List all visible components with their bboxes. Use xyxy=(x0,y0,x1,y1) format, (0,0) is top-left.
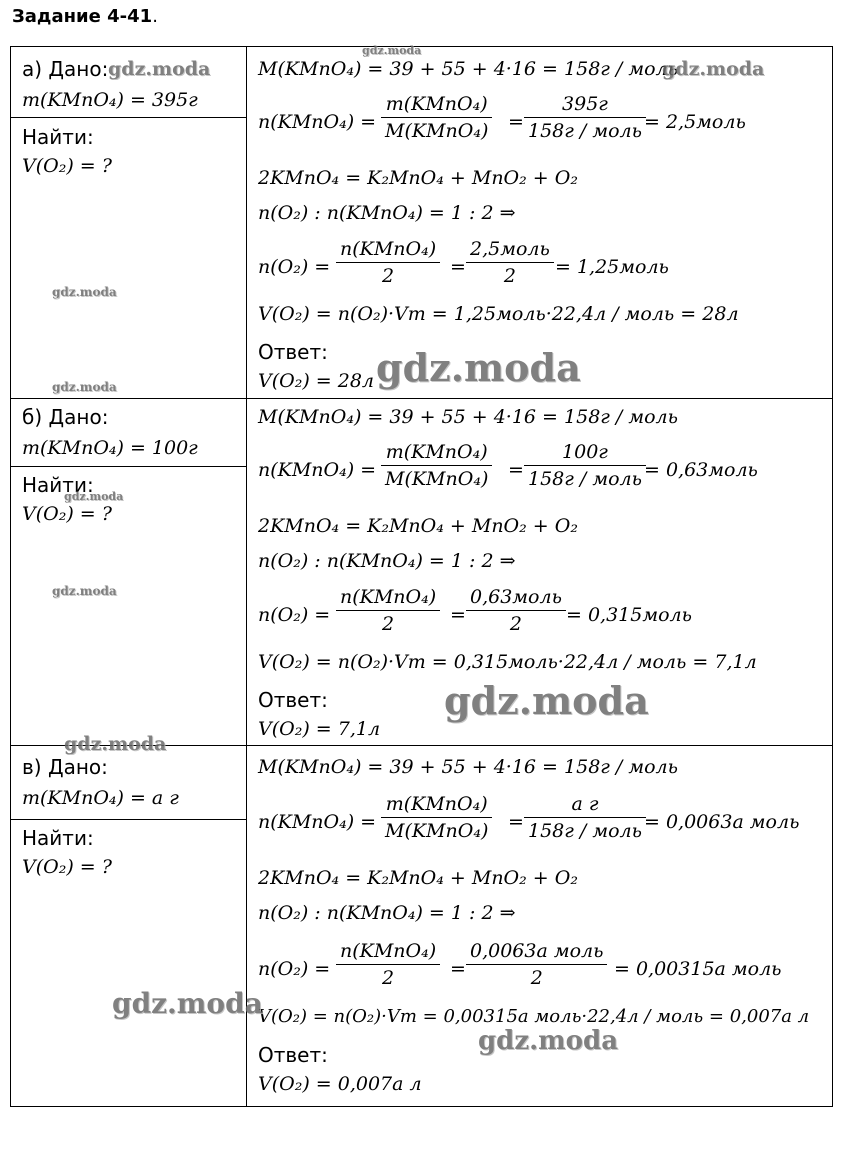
reaction-equation: 2KMnO₄ = K₂MnO₄ + MnO₂ + O₂ xyxy=(258,515,578,537)
given-value: m(KMnO₄) = 395г xyxy=(22,89,198,111)
moles-lhs: n(KMnO₄) = xyxy=(258,111,377,133)
given-find-divider xyxy=(11,117,246,118)
moles-result: = 2,5моль xyxy=(644,111,746,133)
find-label: Найти: xyxy=(22,826,94,850)
given-find-divider xyxy=(11,466,246,467)
given-label: а) Дано: xyxy=(22,57,109,81)
watermark-text: gdz.moda xyxy=(662,58,765,80)
oxygen-moles-value-fraction: 0,63моль 2 xyxy=(466,586,566,635)
volume-line: V(O₂) = n(O₂)·Vm = 0,00315a моль·22,4л / моль = 0,007a л xyxy=(258,1006,810,1027)
find-value: V(O₂) = ? xyxy=(22,856,112,878)
oxygen-moles-lhs: n(O₂) = xyxy=(258,256,331,278)
answer-label: Ответ: xyxy=(258,340,328,364)
given-label: б) Дано: xyxy=(22,405,109,429)
answer-value: V(O₂) = 0,007a л xyxy=(258,1073,422,1095)
oxygen-moles-result: = 0,00315a моль xyxy=(614,958,782,980)
oxygen-moles-formula-fraction: n(KMnO₄) 2 xyxy=(336,238,440,287)
watermark-text: gdz.moda xyxy=(108,58,211,80)
equals-sign: = xyxy=(508,811,524,833)
answer-label: Ответ: xyxy=(258,688,328,712)
moles-lhs: n(KMnO₄) = xyxy=(258,459,377,481)
equals-sign: = xyxy=(508,111,524,133)
watermark-text: gdz.moda xyxy=(112,987,263,1020)
moles-result: = 0,63моль xyxy=(644,459,758,481)
oxygen-moles-result: = 1,25моль xyxy=(555,256,669,278)
answer-value: V(O₂) = 7,1л xyxy=(258,718,381,740)
given-label: в) Дано: xyxy=(22,755,108,779)
section-divider xyxy=(11,398,832,399)
watermark-text: gdz.moda xyxy=(444,678,649,723)
mole-ratio: n(O₂) : n(KMnO₄) = 1 : 2 ⇒ xyxy=(258,902,516,924)
oxygen-moles-result: = 0,315моль xyxy=(566,604,692,626)
watermark-text: gdz.moda xyxy=(64,490,124,503)
oxygen-moles-formula-fraction: n(KMnO₄) 2 xyxy=(336,940,440,989)
mole-ratio: n(O₂) : n(KMnO₄) = 1 : 2 ⇒ xyxy=(258,202,516,224)
equals-sign: = xyxy=(450,256,466,278)
answer-value: V(O₂) = 28л xyxy=(258,370,375,392)
reaction-equation: 2KMnO₄ = K₂MnO₄ + MnO₂ + O₂ xyxy=(258,167,578,189)
watermark-text: gdz.moda xyxy=(362,44,422,57)
watermark-text: gdz.moda xyxy=(478,1026,619,1056)
page-title: Задание 4-41. xyxy=(12,6,158,27)
moles-formula-fraction: m(KMnO₄) M(KMnO₄) xyxy=(381,793,492,842)
mole-ratio: n(O₂) : n(KMnO₄) = 1 : 2 ⇒ xyxy=(258,550,516,572)
moles-lhs: n(KMnO₄) = xyxy=(258,811,377,833)
oxygen-moles-lhs: n(O₂) = xyxy=(258,604,331,626)
moles-value-fraction: a г 158г / моль xyxy=(524,793,646,842)
oxygen-moles-value-fraction: 0,0063a моль 2 xyxy=(466,940,607,989)
volume-line: V(O₂) = n(O₂)·Vm = 0,315моль·22,4л / моль = 7,1л xyxy=(258,651,757,673)
molar-mass-line: M(KMnO₄) = 39 + 55 + 4·16 = 158г / моль xyxy=(258,406,678,428)
volume-line: V(O₂) = n(O₂)·Vm = 1,25моль·22,4л / моль = 28л xyxy=(258,303,739,325)
watermark-text: gdz.moda xyxy=(64,733,167,755)
oxygen-moles-lhs: n(O₂) = xyxy=(258,958,331,980)
find-value: V(O₂) = ? xyxy=(22,155,112,177)
moles-result: = 0,0063a моль xyxy=(644,811,800,833)
answer-label: Ответ: xyxy=(258,1043,328,1067)
moles-formula-fraction: m(KMnO₄) M(KMnO₄) xyxy=(381,441,492,490)
watermark-text: gdz.moda xyxy=(376,345,581,390)
given-value: m(KMnO₄) = a г xyxy=(22,787,179,809)
molar-mass-line: M(KMnO₄) = 39 + 55 + 4·16 = 158г / моль xyxy=(258,756,678,778)
given-find-divider xyxy=(11,819,246,820)
find-label: Найти: xyxy=(22,125,94,149)
find-label: Найти: xyxy=(22,473,94,497)
equals-sign: = xyxy=(450,604,466,626)
find-value: V(O₂) = ? xyxy=(22,503,112,525)
molar-mass-line: M(KMnO₄) = 39 + 55 + 4·16 = 158г / моль xyxy=(258,58,678,80)
oxygen-moles-formula-fraction: n(KMnO₄) 2 xyxy=(336,586,440,635)
reaction-equation: 2KMnO₄ = K₂MnO₄ + MnO₂ + O₂ xyxy=(258,867,578,889)
equals-sign: = xyxy=(508,459,524,481)
given-value: m(KMnO₄) = 100г xyxy=(22,437,198,459)
oxygen-moles-value-fraction: 2,5моль 2 xyxy=(466,238,554,287)
column-divider xyxy=(246,47,247,1106)
moles-value-fraction: 100г 158г / моль xyxy=(524,441,646,490)
equals-sign: = xyxy=(450,958,466,980)
moles-formula-fraction: m(KMnO₄) M(KMnO₄) xyxy=(381,93,492,142)
watermark-text: gdz.moda xyxy=(52,380,117,394)
watermark-text: gdz.moda xyxy=(52,584,117,598)
moles-value-fraction: 395г 158г / моль xyxy=(524,93,646,142)
watermark-text: gdz.moda xyxy=(52,285,117,299)
